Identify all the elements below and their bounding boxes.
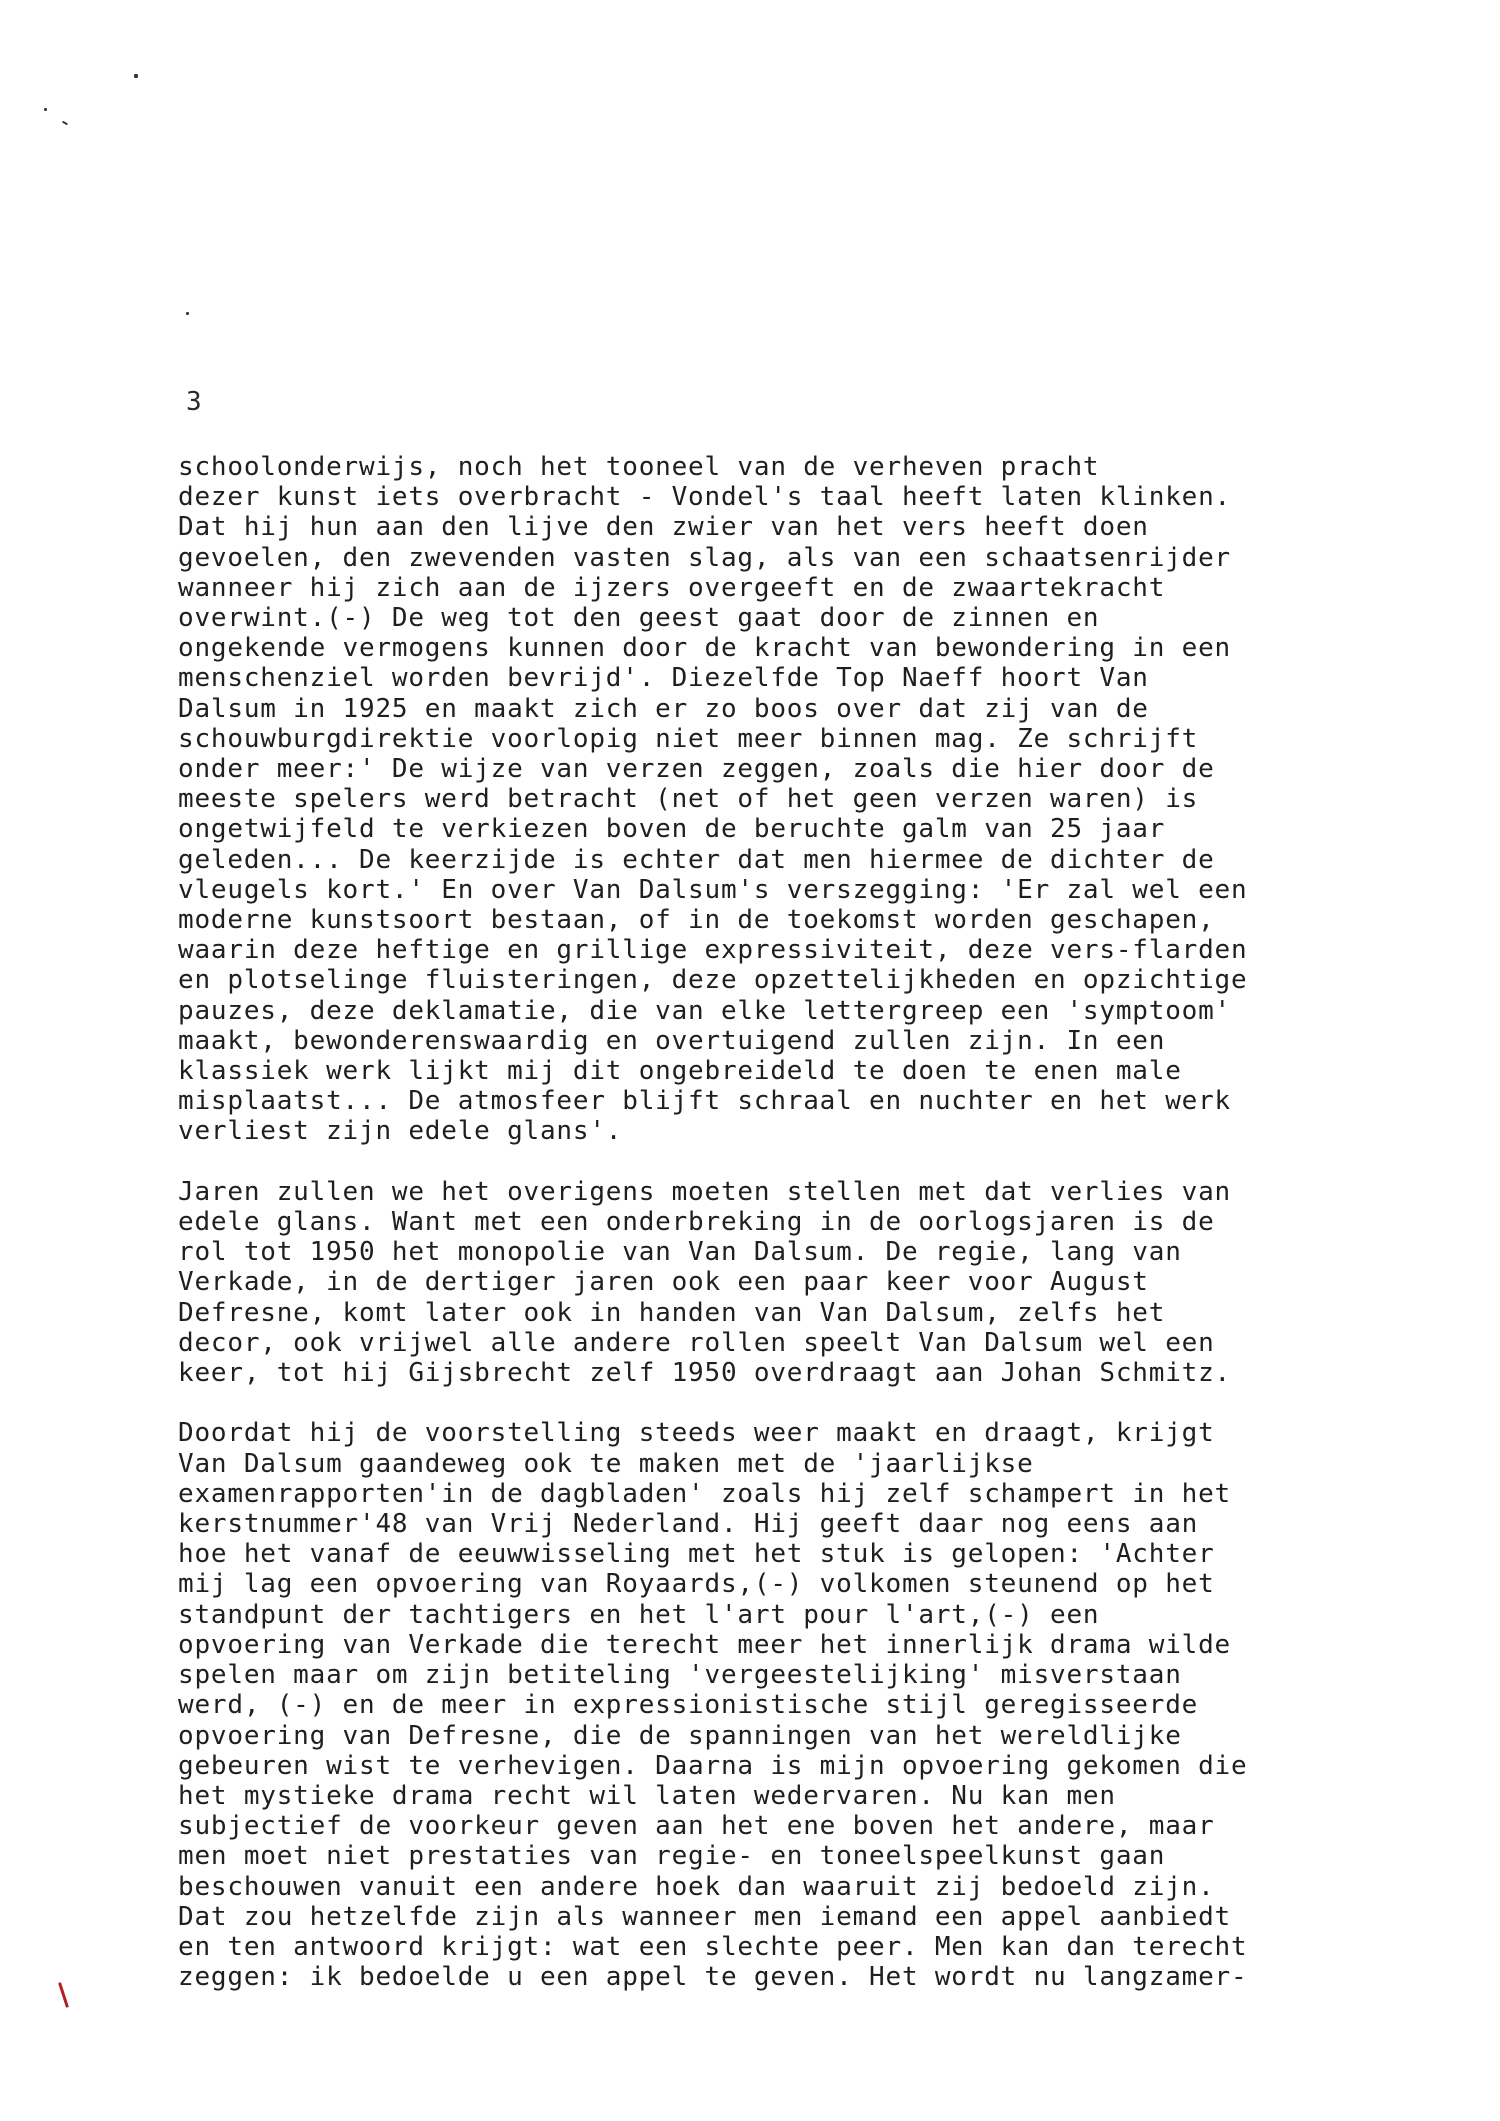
text-line: verliest zijn edele glans'. [178, 1116, 623, 1147]
text-line: Van Dalsum gaandeweg ook te maken met de 'jaarlijkse [178, 1448, 1034, 1479]
text-line: het mystieke drama recht wil laten wedervaren. Nu kan men [178, 1780, 1116, 1811]
text-line: maakt, bewonderenswaardig en overtuigend zullen zijn. In een [178, 1025, 1166, 1056]
scan-speck [134, 74, 138, 78]
text-line: overwint.(-) De weg tot den geest gaat door de zinnen en [178, 603, 1100, 634]
text-line: hoe het vanaf de eeuwwisseling met het stuk is gelopen: 'Achter [178, 1539, 1215, 1570]
text-line: subjectief de voorkeur geven aan het ene boven het andere, maar [178, 1811, 1215, 1842]
text-line: edele glans. Want met een onderbreking in de oorlogsjaren is de [178, 1207, 1215, 1238]
red-pen-mark [58, 1982, 69, 2008]
text-line: geleden... De keerzijde is echter dat men hiermee de dichter de [178, 844, 1215, 875]
text-line: gevoelen, den zwevenden vasten slag, als van een schaatsenrijder [178, 542, 1232, 573]
paragraph-gap [178, 1388, 1378, 1418]
text-line: standpunt der tachtigers en het l'art pour l'art,(-) een [178, 1599, 1100, 1630]
text-line: Defresne, komt later ook in handen van Van Dalsum, zelfs het [178, 1297, 1166, 1328]
text-line: men moet niet prestaties van regie- en toneelspeelkunst gaan [178, 1841, 1166, 1872]
text-line: vleugels kort.' En over Van Dalsum's verszegging: 'Er zal wel een [178, 874, 1248, 905]
text-line: Dalsum in 1925 en maakt zich er zo boos over dat zij van de [178, 693, 1149, 724]
text-line: dezer kunst iets overbracht - Vondel's taal heeft laten klinken. [178, 482, 1232, 513]
text-line: waarin deze heftige en grillige expressiviteit, deze vers-flarden [178, 935, 1248, 966]
text-line: en ten antwoord krijgt: wat een slechte peer. Men kan dan terecht [178, 1931, 1248, 1962]
text-line: Jaren zullen we het overigens moeten stellen met dat verlies van [178, 1176, 1232, 1207]
text-line: keer, tot hij Gijsbrecht zelf 1950 overdraagt aan Johan Schmitz. [178, 1358, 1232, 1389]
text-line: misplaatst... De atmosfeer blijft schraal en nuchter en het werk [178, 1086, 1232, 1117]
text-line: spelen maar om zijn betiteling 'vergeestelijking' misverstaan [178, 1660, 1182, 1691]
scan-speck [44, 108, 47, 111]
text-line: menschenziel worden bevrijd'. Diezelfde Top Naeff hoort Van [178, 663, 1149, 694]
text-line: pauzes, deze deklamatie, die van elke lettergreep een 'symptoom' [178, 995, 1232, 1026]
paragraph-3 [178, 1418, 1378, 1992]
text-line: kerstnummer'48 van Vrij Nederland. Hij geeft daar nog eens aan [178, 1509, 1199, 1540]
text-line: moderne kunstsoort bestaan, of in de toekomst worden geschapen, [178, 905, 1215, 936]
body-text [178, 452, 1378, 1992]
scan-speck [62, 121, 68, 126]
text-line: schouwburgdirektie voorlopig niet meer binnen mag. Ze schrijft [178, 723, 1199, 754]
paragraph-2 [178, 1177, 1378, 1388]
text-line: wanneer hij zich aan de ijzers overgeeft en de zwaartekracht [178, 572, 1166, 603]
text-line: gebeuren wist te verhevigen. Daarna is mijn opvoering gekomen die [178, 1750, 1248, 1781]
text-line: Doordat hij de voorstelling steeds weer maakt en draagt, krijgt [178, 1418, 1215, 1449]
text-line: decor, ook vrijwel alle andere rollen speelt Van Dalsum wel een [178, 1327, 1215, 1358]
scan-speck [186, 312, 189, 315]
text-line: klassiek werk lijkt mij dit ongebreideld te doen te enen male [178, 1056, 1182, 1087]
paragraph-1 [178, 452, 1378, 1147]
text-line: Dat hij hun aan den lijve den zwier van het vers heeft doen [178, 512, 1149, 543]
page-number: 3 [186, 387, 203, 417]
text-line: mij lag een opvoering van Royaards,(-) volkomen steunend op het [178, 1569, 1215, 1600]
text-line: opvoering van Verkade die terecht meer het innerlijk drama wilde [178, 1629, 1232, 1660]
text-line: zeggen: ik bedoelde u een appel te geven. Het wordt nu langzamer- [178, 1962, 1248, 1993]
text-line: examenrapporten'in de dagbladen' zoals hij zelf schampert in het [178, 1478, 1232, 1509]
paragraph-gap [178, 1147, 1378, 1177]
text-line: onder meer:' De wijze van verzen zeggen, zoals die hier door de [178, 754, 1215, 785]
text-line: werd, (-) en de meer in expressionistische stijl geregisseerde [178, 1690, 1199, 1721]
text-line: Dat zou hetzelfde zijn als wanneer men iemand een appel aanbiedt [178, 1901, 1232, 1932]
text-line: opvoering van Defresne, die de spanningen van het wereldlijke [178, 1720, 1182, 1751]
text-line: en plotselinge fluisteringen, deze opzettelijkheden en opzichtige [178, 965, 1248, 996]
text-line: beschouwen vanuit een andere hoek dan waaruit zij bedoeld zijn. [178, 1871, 1215, 1902]
text-line: Verkade, in de dertiger jaren ook een paar keer voor August [178, 1267, 1149, 1298]
text-line: ongetwijfeld te verkiezen boven de beruchte galm van 25 jaar [178, 814, 1166, 845]
text-line: schoolonderwijs, noch het tooneel van de verheven pracht [178, 452, 1100, 482]
text-line: rol tot 1950 het monopolie van Van Dalsum. De regie, lang van [178, 1237, 1182, 1268]
text-line: meeste spelers werd betracht (net of het geen verzen waren) is [178, 784, 1199, 815]
text-line: ongekende vermogens kunnen door de kracht van bewondering in een [178, 633, 1232, 664]
